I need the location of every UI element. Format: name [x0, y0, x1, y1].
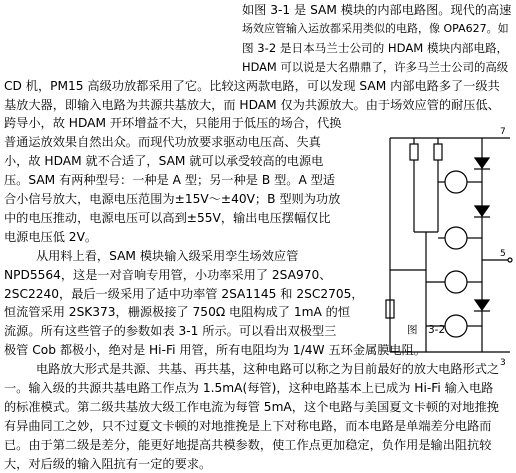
text-line: 从用料上看，SAM 模块输入级采用孪生场效应管 [36, 248, 299, 263]
node-label-mid: 5 [500, 249, 506, 259]
text-line: 电路放大形式是共源、共基、再共基，这种电路可以称之为目前最好的放大电路形式之 [36, 362, 500, 377]
text-line: 场效应管输入运放都采用类似的电路，像 OPA627。如 [242, 21, 509, 35]
node-label-top: 7 [500, 127, 506, 137]
text-line: 恒流管采用 2SK373，栅源极接了 750Ω 电阻构成了 1mA 的恒 [4, 305, 351, 320]
text-line: 跨导小，故 HDAM 开环增益不大，只能用于低压的场合，代换 [4, 116, 342, 131]
text-line: 流源。所有这些管子的参数如表 3-1 所示。可以看出双极型三 [4, 324, 337, 339]
text-line: 小，故 HDAM 就不合适了，SAM 就可以承受较高的电源电 [4, 154, 324, 169]
node-label-bottom: 3 [500, 358, 506, 368]
text-line: 合小信号放大，电源电压范围为±15V～±40V；B 型则为功放 [4, 192, 341, 206]
figure-caption: 图 3-2 [407, 324, 446, 336]
text-line: CD 机，PM15 高级功放都采用了它。比较这两款电路，可以发现 SAM 内部电路多了一级共 [4, 78, 500, 93]
text-line: 有异曲同工之妙，只不过夏文卡顿的对地推挽是上下对称电路，而本电路是单端差分电路而 [4, 418, 492, 433]
text-line: 图 3-2 是日本马兰士公司的 HDAM 模块内部电路， [242, 40, 509, 55]
text-line: 极管 Cob 都极小，绝对是 Hi-Fi 用管，所有电阻均为 1/4W 五环金属膜电阻。 [4, 343, 426, 358]
text-line: 基放大器，即输入电路为共源共基放大，而 HDAM 仅为共源放大。由于场效应管的耐压低、 [4, 97, 500, 112]
text-line: 压。SAM 有两种型号：一种是 A 型；另一种是 B 型。A 型适 [4, 173, 336, 188]
text-line: 如图 3-1 是 SAM 模块的内部电路图。现代的高速 [242, 3, 512, 17]
text-line: 中的电压推动，电源电压可以高到±55V，输出电压摆幅仅比 [4, 210, 331, 225]
text-line: 普通运放效果自然出众。而现代功放要求驱动电压高、失真 [4, 135, 321, 150]
text-line: HDAM 可以说是大名鼎鼎了，许多马兰士公司的高级 [242, 59, 509, 74]
text-line: 电源电压低 2V。 [4, 229, 98, 244]
text-line: 大，对后级的输入阻抗有一定的要求。 [4, 456, 212, 471]
text-line: 2SC2240，最后一级采用了适中功率管 2SA1145 和 2SC2705， [4, 286, 364, 301]
text-line: 已。由于第二级是差分，能更好地提高共模参数，使工作点更加稳定，负作用是输出阻抗较 [4, 437, 492, 452]
text-line: 一。输入级的共源共基电路工作点为 1.5mA(每管)，这种电路基本上已成为 Hi-Fi 输入电路 [4, 381, 494, 395]
text-line: 的标准模式。第二级共基放大级工作电流为每管 5mA，这个电路与美国夏文卡顿的对地推挽 [4, 399, 499, 414]
text-line: NPD5564，这是一对音响专用管，小功率采用了 2SA970、 [4, 267, 332, 282]
